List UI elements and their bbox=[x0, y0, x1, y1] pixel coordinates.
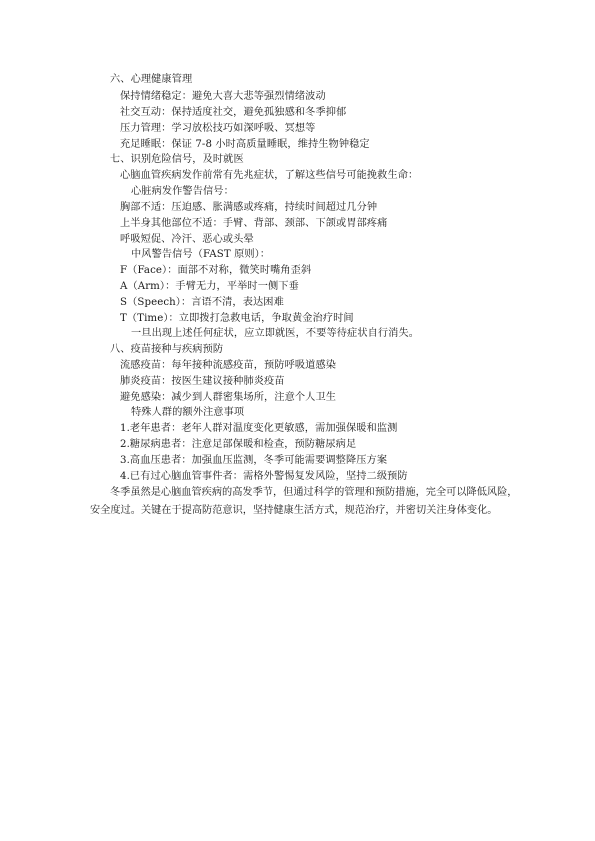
section-heading-6: 六、心理健康管理 bbox=[110, 74, 193, 85]
list-item: A（Arm）：手臂无力，平举时一侧下垂 bbox=[120, 281, 299, 292]
list-item: 4.已有过心脑血管事件者：需格外警惕复发风险，坚持二级预防 bbox=[120, 471, 408, 482]
list-item: T（Time）：立即拨打急救电话，争取黄金治疗时间 bbox=[120, 313, 354, 324]
section-heading-8: 八、疫苗接种与疾病预防 bbox=[110, 344, 224, 355]
list-item: 1.老年患者：老年人群对温度变化更敏感，需加强保暖和监测 bbox=[120, 423, 398, 434]
list-item: S（Speech）：言语不清，表达困难 bbox=[120, 297, 284, 308]
list-item: 上半身其他部位不适：手臂、背部、颈部、下颌或胃部疼痛 bbox=[120, 218, 388, 229]
list-item: 流感疫苗：每年接种流感疫苗，预防呼吸道感染 bbox=[120, 360, 337, 371]
list-item: 呼吸短促、冷汗、恶心或头晕 bbox=[120, 234, 254, 245]
list-item: 保持情绪稳定：避免大喜大悲等强烈情绪波动 bbox=[120, 91, 326, 102]
list-item: 胸部不适：压迫感、胀满感或疼痛，持续时间超过几分钟 bbox=[120, 202, 378, 213]
list-item: 社交互动：保持适度社交，避免孤独感和冬季抑郁 bbox=[120, 107, 347, 118]
list-item: F（Face）：面部不对称，微笑时嘴角歪斜 bbox=[120, 265, 312, 276]
subsection-title-heart: 心脏病发作警告信号： bbox=[131, 186, 234, 197]
list-item: 肺炎疫苗：按医生建议接种肺炎疫苗 bbox=[120, 376, 285, 387]
list-item: 2.糖尿病患者：注意足部保暖和检查，预防糖尿病足 bbox=[120, 439, 357, 450]
list-item: 充足睡眠：保证 7-8 小时高质量睡眠，维持生物钟稳定 bbox=[120, 139, 370, 150]
section-intro: 心脑血管疾病发作前常有先兆症状，了解这些信号可能挽救生命： bbox=[120, 170, 419, 181]
section-heading-7: 七、识别危险信号，及时就医 bbox=[110, 154, 244, 165]
list-item: 3.高血压患者：加强血压监测，冬季可能需要调整降压方案 bbox=[120, 455, 388, 466]
subsection-title-special: 特殊人群的额外注意事项 bbox=[131, 407, 245, 418]
subsection-title-stroke: 中风警告信号（FAST 原则）： bbox=[131, 249, 271, 260]
list-item: 压力管理：学习放松技巧如深呼吸、冥想等 bbox=[120, 123, 316, 134]
conclusion-paragraph: 冬季虽然是心脑血管疾病的高发季节，但通过科学的管理和预防措施，完全可以降低风险，安全度过。关键在于提高防范意识，坚持健康生活方式，规范治疗，并密切关注身体变化。 bbox=[90, 487, 518, 516]
warning-note: 一旦出现上述任何症状，应立即就医，不要等待症状自行消失。 bbox=[131, 328, 420, 339]
list-item: 避免感染：减少到人群密集场所，注意个人卫生 bbox=[120, 392, 337, 403]
